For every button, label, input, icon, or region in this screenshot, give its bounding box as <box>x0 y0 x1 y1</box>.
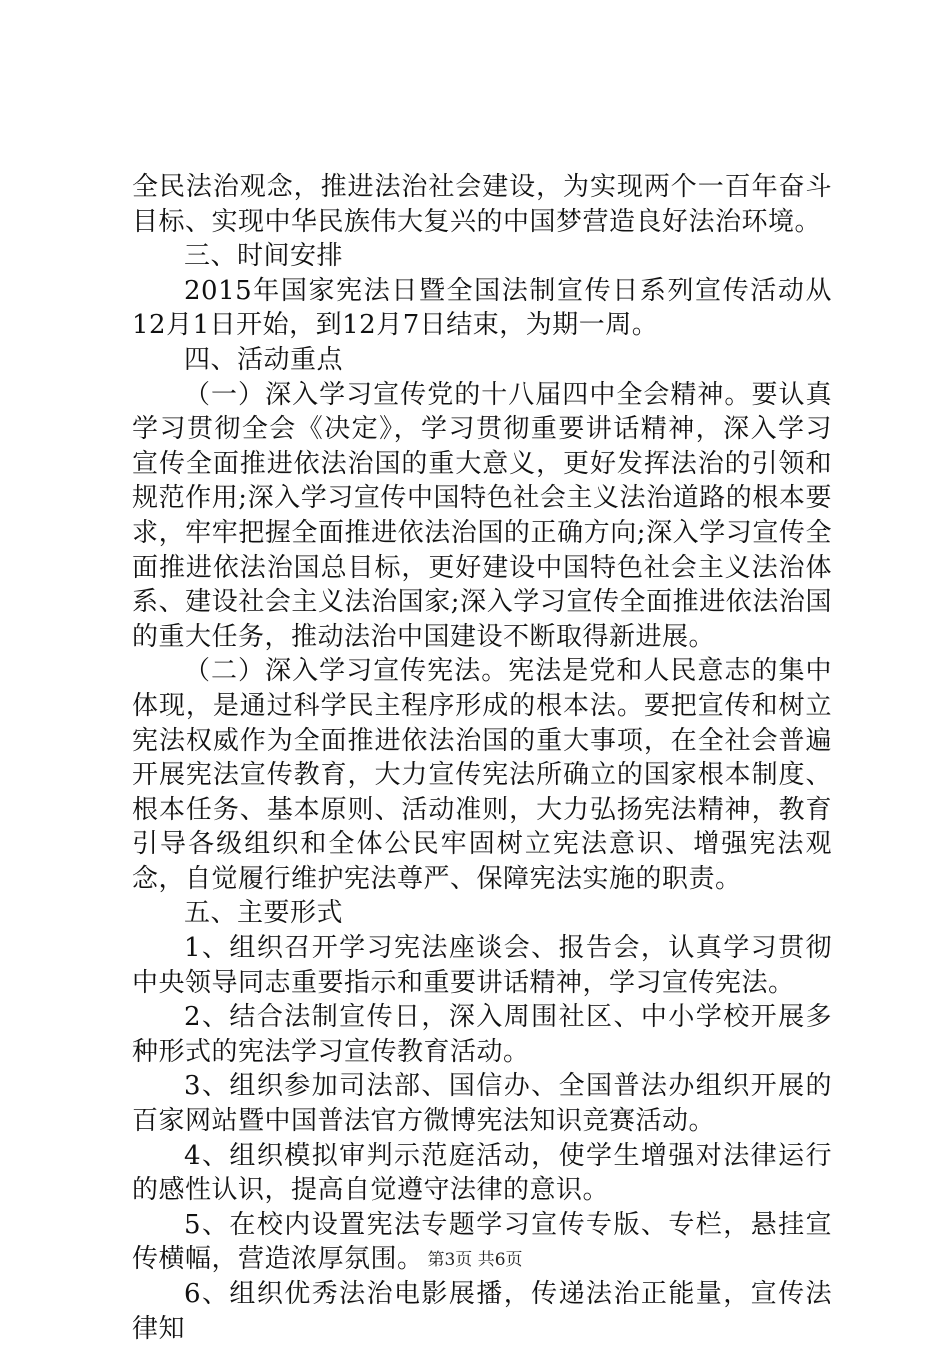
document-body <box>132 170 832 1346</box>
list-item-form-1: 1、组织召开学习宪法座谈会、报告会，认真学习贯彻中央领导同志重要指示和重要讲话精神，学习宣传宪法。 <box>132 933 832 998</box>
list-item-form-3: 3、组织参加司法部、国信办、全国普法办组织开展的百家网站暨中国普法官方微博宪法知识竞赛活动。 <box>132 1071 832 1137</box>
section-heading-forms: 五、主要形式 <box>184 898 344 929</box>
paragraph-schedule: 2015年国家宪法日暨全国法制宣传日系列宣传活动从12月1日开始，到12月7日结束，为期一周。 <box>132 275 832 341</box>
page-number: 第3页 共6页 <box>427 1250 523 1270</box>
paragraph-focus-2: （二）深入学习宣传宪法。宪法是党和人民意志的集中体现，是通过科学民主程序形成的根本法。要把宣传和树立宪法权威作为全面推进依法治国的重大事项，在全社会普遍开展宪法宣传教育，大力宣传宪法所确立的国家根本制度、根本任务、基本原则、活动准则，大力弘扬宪法精神，教育引导各级组织和全体公民牢固树立宪法意识、增强宪法观念，自觉履行维护宪法尊严、保障宪法实施的职责。 <box>132 656 832 894</box>
paragraph-continuation: 全民法治观念，推进法治社会建设，为实现两个一百年奋斗目标、实现中华民族伟大复兴的中国梦营造良好法治环境。 <box>132 172 832 237</box>
list-item-form-5: 5、在校内设置宪法专题学习宣传专版、专栏，悬挂宣传横幅，营造浓厚氛围。 <box>132 1209 832 1275</box>
list-item-form-4: 4、组织模拟审判示范庭活动，使学生增强对法律运行的感性认识，提高自觉遵守法律的意识。 <box>132 1140 832 1206</box>
section-heading-schedule: 三、时间安排 <box>184 241 344 272</box>
list-item-form-2: 2、结合法制宣传日，深入周围社区、中小学校开展多种形式的宪法学习宣传教育活动。 <box>132 1002 832 1067</box>
paragraph-focus-1: （一）深入学习宣传党的十八届四中全会精神。要认真学习贯彻全会《决定》，学习贯彻重要讲话精神，深入学习宣传全面推进依法治国的重大意义，更好发挥法治的引领和规范作用;深入学习宣传中国特色社会主义法治道路的根本要求，牢牢把握全面推进依法治国的正确方向;深入学习宣传全面推进依法治国总目标，更好建设中国特色社会主义法治体系、建设社会主义法治国家;深入学习宣传全面推进依法治国的重大任务，推动法治中国建设不断取得新进展。 <box>132 379 832 652</box>
list-item-form-6: 6、组织优秀法治电影展播，传递法治正能量，宣传法律知 <box>132 1279 832 1344</box>
page-footer <box>0 1245 950 1270</box>
section-heading-focus: 四、活动重点 <box>184 344 344 375</box>
